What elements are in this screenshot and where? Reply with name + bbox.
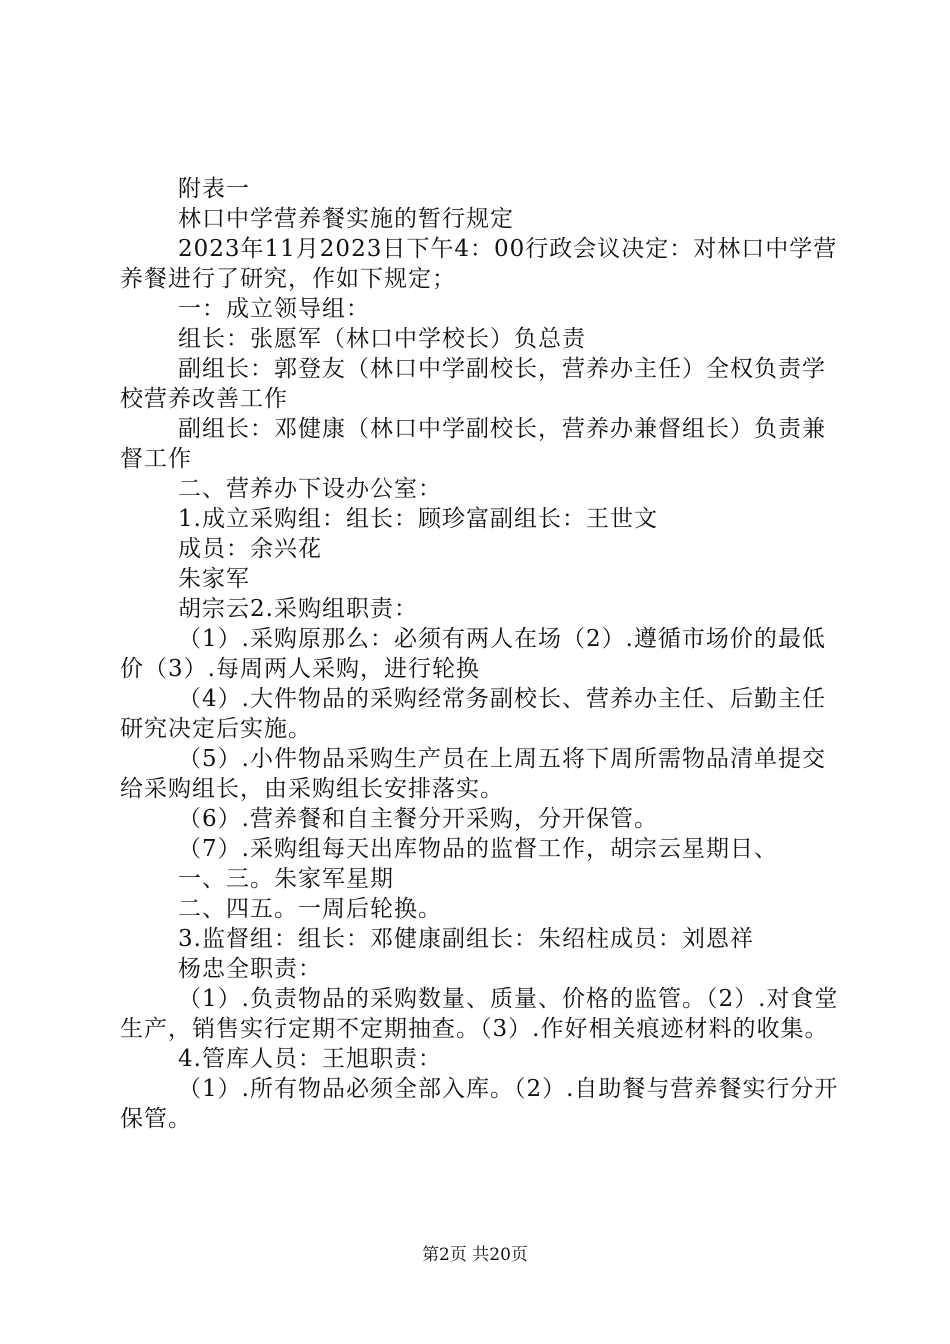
paragraph-duty-6: （6）.营养餐和自主餐分开采购，分开保管。 — [178, 806, 658, 832]
paragraph-deputy-leader-2: 副组长：邓健康（林口中学副校长，营养办兼督组长）负责兼督工作 — [120, 416, 826, 472]
paragraph-member-1: 成员：余兴花 — [178, 536, 322, 562]
page-number-footer: 第2页 共20页 — [422, 1245, 528, 1265]
paragraph-member-2: 朱家军 — [178, 566, 250, 592]
paragraph-duty-7: （7）.采购组每天出库物品的监督工作，胡宗云星期日、 — [178, 836, 778, 862]
section-heading-leadership: 一：成立领导组： — [178, 296, 370, 322]
paragraph-duty-4: （4）.大件物品的采购经常务副校长、营养办主任、后勤主任研究决定后实施。 — [120, 686, 826, 742]
paragraph-leader: 组长：张愿军（林口中学校长）负总责 — [178, 326, 586, 352]
paragraph-warehouse-staff: 4.管库人员：王旭职责： — [178, 1046, 442, 1072]
paragraph-procurement-duties: 胡宗云2.采购组职责： — [178, 596, 418, 622]
paragraph-duty-5: （5）.小件物品采购生产员在上周五将下周所需物品清单提交给采购组长，由采购组长安排落实。 — [120, 746, 826, 802]
paragraph-schedule-1: 一、三。朱家军星期 — [178, 866, 394, 892]
paragraph-schedule-2: 二、四五。一周后轮换。 — [178, 896, 442, 922]
appendix-label: 附表一 — [178, 176, 250, 202]
paragraph-supervision-duties-heading: 杨忠全职责： — [178, 956, 322, 982]
paragraph-deputy-leader-1: 副组长：郭登友（林口中学副校长，营养办主任）全权负责学校营养改善工作 — [120, 356, 826, 412]
section-heading-office: 二、营养办下设办公室： — [178, 476, 442, 502]
paragraph-procurement-group: 1.成立采购组：组长：顾珍富副组长：王世文 — [178, 506, 658, 532]
paragraph-duty-1-3: （1）.采购原那么：必须有两人在场（2）.遵循市场价的最低价（3）.每周两人采购，进行轮换 — [120, 626, 826, 682]
document-title: 林口中学营养餐实施的暂行规定 — [178, 206, 514, 232]
meeting-decision: 2023年11月2023日下午4：00行政会议决定：对林口中学营养餐进行了研究，作如下规定； — [120, 236, 838, 292]
paragraph-supervision-duties: （1）.负责物品的采购数量、质量、价格的监管。（2）.对食堂生产，销售实行定期不定期抽查。（3）.作好相关痕迹材料的收集。 — [120, 986, 839, 1042]
paragraph-supervision-group: 3.监督组：组长：邓健康副组长：朱绍柱成员：刘恩祥 — [178, 926, 754, 952]
document-body — [120, 174, 842, 1134]
paragraph-warehouse-duties: （1）.所有物品必须全部入库。（2）.自助餐与营养餐实行分开保管。 — [120, 1076, 839, 1132]
